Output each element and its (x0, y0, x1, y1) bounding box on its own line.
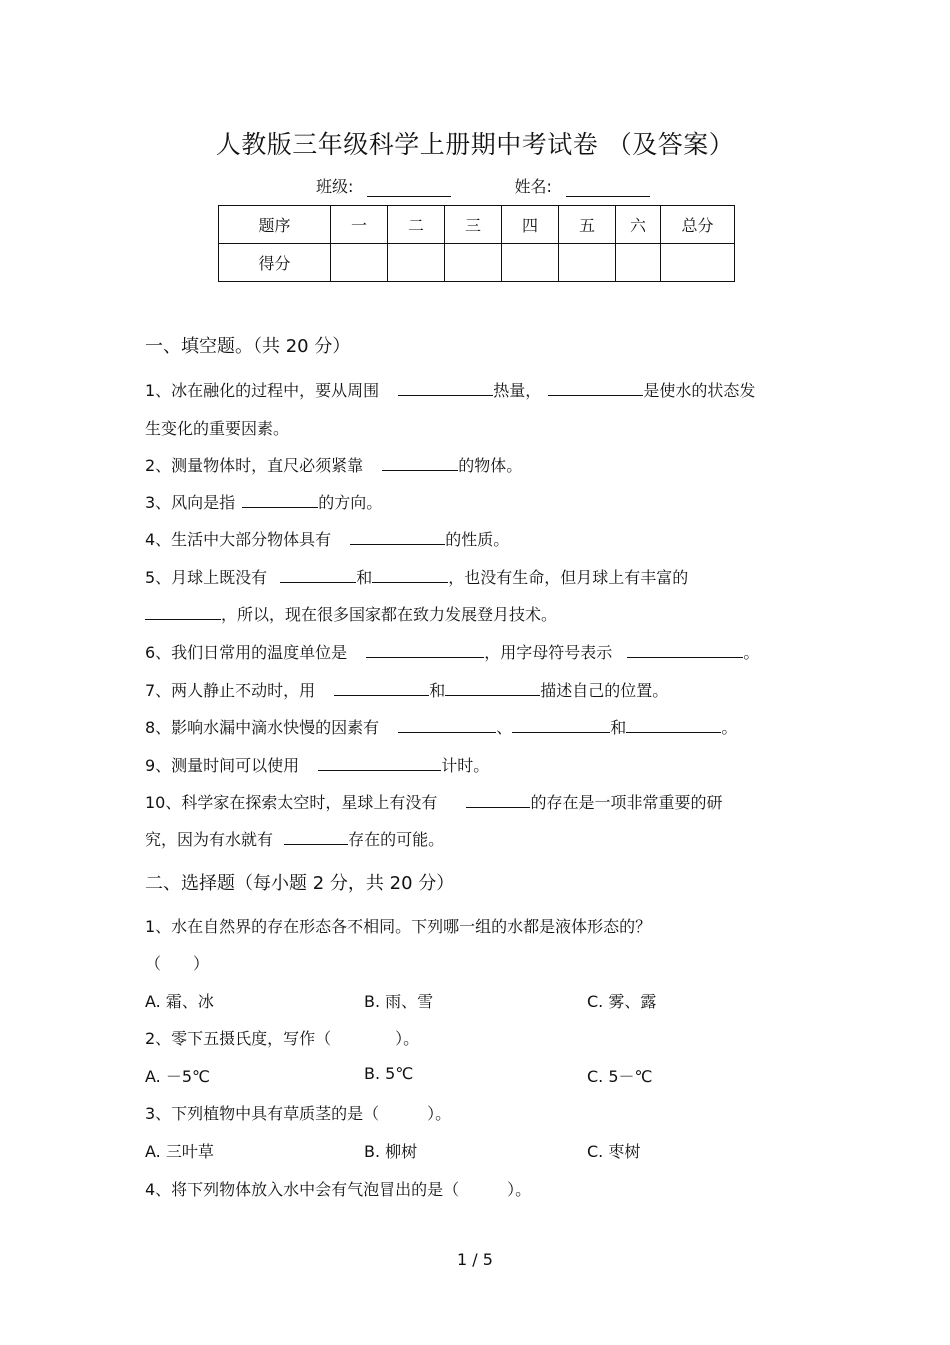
question-1-1 (145, 378, 755, 401)
table-header-cell: 二 (388, 206, 445, 244)
question-text: 9、测量时间可以使用 (145, 756, 300, 775)
question-text: 2、测量物体时，直尺必须紧靠 (145, 456, 364, 475)
question-text: 的存在是一项非常重要的研 (530, 793, 723, 812)
option-c[interactable]: C. 枣树 (587, 1142, 641, 1161)
answer-blank[interactable] (284, 827, 348, 845)
question-text: 计时。 (441, 756, 490, 775)
table-row (219, 206, 735, 244)
question-text: 。 (721, 718, 738, 737)
question-2-1-paren: （ ） (145, 954, 210, 973)
table-header-cell: 四 (502, 206, 559, 244)
question-text: 5、月球上既没有 (145, 568, 268, 587)
answer-blank[interactable] (398, 378, 493, 396)
name-label: 姓名: (514, 177, 552, 196)
question-text: 。 (743, 643, 760, 662)
question-1-1-cont: 生变化的重要因素。 (145, 419, 290, 438)
question-text: 1、冰在融化的过程中，要从周围 (145, 381, 380, 400)
class-label: 班级: (316, 177, 354, 196)
option-b[interactable]: B. 5℃ (364, 1064, 414, 1083)
score-cell[interactable] (616, 244, 661, 282)
section-heading-2: 二、选择题（每小题 2 分，共 20 分） (145, 873, 455, 894)
answer-blank[interactable] (334, 678, 429, 696)
table-header-cell: 总分 (661, 206, 735, 244)
answer-blank[interactable] (548, 378, 643, 396)
question-2-3: 3、下列植物中具有草质茎的是（ ）。 (145, 1104, 452, 1123)
question-1-4 (145, 527, 509, 550)
answer-blank[interactable] (627, 640, 743, 658)
question-1-7 (145, 678, 668, 701)
option-c[interactable]: C. 5－℃ (587, 1067, 653, 1086)
option-b[interactable]: B. 雨、雪 (364, 992, 434, 1011)
question-text: 4、生活中大部分物体具有 (145, 530, 332, 549)
question-text: 6、我们日常用的温度单位是 (145, 643, 348, 662)
table-header-cell: 一 (331, 206, 388, 244)
question-text: 是使水的状态发 (643, 381, 756, 400)
table-header-cell: 六 (616, 206, 661, 244)
question-text: 热量， (493, 381, 542, 400)
answer-blank[interactable] (626, 715, 721, 733)
option-a[interactable]: A. 霜、冰 (145, 992, 214, 1011)
score-cell[interactable] (559, 244, 616, 282)
question-text: 描述自己的位置。 (540, 681, 669, 700)
question-text: 的方向。 (318, 493, 383, 512)
question-text: ，也没有生命，但月球上有丰富的 (448, 568, 689, 587)
option-a[interactable]: A. 三叶草 (145, 1142, 214, 1161)
question-1-10 (145, 790, 722, 813)
question-text: ，用字母符号表示 (484, 643, 613, 662)
class-blank[interactable] (367, 178, 451, 197)
question-text: 存在的可能。 (348, 830, 445, 849)
question-1-6 (145, 640, 759, 663)
score-cell[interactable] (445, 244, 502, 282)
option-a[interactable]: A. －5℃ (145, 1067, 210, 1086)
question-1-10-cont (145, 827, 444, 850)
table-header-cell: 三 (445, 206, 502, 244)
question-text: 的性质。 (445, 530, 510, 549)
question-text: 10、科学家在探索太空时，星球上有没有 (145, 793, 438, 812)
answer-blank[interactable] (382, 453, 458, 471)
section-heading-1: 一、填空题。（共 20 分） (145, 336, 351, 357)
question-text: 究，因为有水就有 (145, 830, 274, 849)
question-2-1: 1、水在自然界的存在形态各不相同。下列哪一组的水都是液体形态的？ (145, 917, 652, 936)
question-2-4: 4、将下列物体放入水中会有气泡冒出的是（ ）。 (145, 1180, 532, 1199)
answer-blank[interactable] (280, 565, 356, 583)
name-blank[interactable] (566, 178, 650, 197)
question-2-2: 2、零下五摄氏度，写作（ ）。 (145, 1029, 420, 1048)
page-title: 人教版三年级科学上册期中考试卷 （及答案） (215, 130, 735, 159)
score-cell[interactable] (502, 244, 559, 282)
question-text: 3、风向是指 (145, 493, 236, 512)
table-header-cell: 题序 (219, 206, 331, 244)
question-1-2 (145, 453, 522, 476)
question-1-9 (145, 753, 489, 776)
answer-blank[interactable] (145, 602, 221, 620)
question-text: 和 (610, 718, 627, 737)
question-text: 7、两人静止不动时，用 (145, 681, 316, 700)
question-1-5-cont (145, 602, 557, 625)
answer-blank[interactable] (372, 565, 448, 583)
score-table (218, 205, 735, 282)
question-text: 、 (496, 718, 513, 737)
student-info (316, 174, 650, 197)
question-1-3 (145, 490, 382, 513)
question-text: 和 (356, 568, 373, 587)
answer-blank[interactable] (466, 790, 530, 808)
table-row (219, 244, 735, 282)
answer-blank[interactable] (398, 715, 496, 733)
option-c[interactable]: C. 雾、露 (587, 992, 657, 1011)
option-b[interactable]: B. 柳树 (364, 1142, 418, 1161)
answer-blank[interactable] (350, 527, 445, 545)
answer-blank[interactable] (242, 490, 318, 508)
question-text: 8、影响水漏中滴水快慢的因素有 (145, 718, 380, 737)
table-row-label: 得分 (219, 244, 331, 282)
table-header-cell: 五 (559, 206, 616, 244)
question-text: 和 (429, 681, 446, 700)
score-cell[interactable] (331, 244, 388, 282)
answer-blank[interactable] (366, 640, 484, 658)
question-text: ，所以，现在很多国家都在致力发展登月技术。 (221, 605, 558, 624)
score-cell[interactable] (661, 244, 735, 282)
question-1-8 (145, 715, 737, 738)
question-text: 的物体。 (458, 456, 523, 475)
answer-blank[interactable] (318, 753, 441, 771)
score-cell[interactable] (388, 244, 445, 282)
answer-blank[interactable] (445, 678, 540, 696)
answer-blank[interactable] (512, 715, 610, 733)
page-number: 1 / 5 (457, 1250, 493, 1269)
question-1-5 (145, 565, 688, 588)
